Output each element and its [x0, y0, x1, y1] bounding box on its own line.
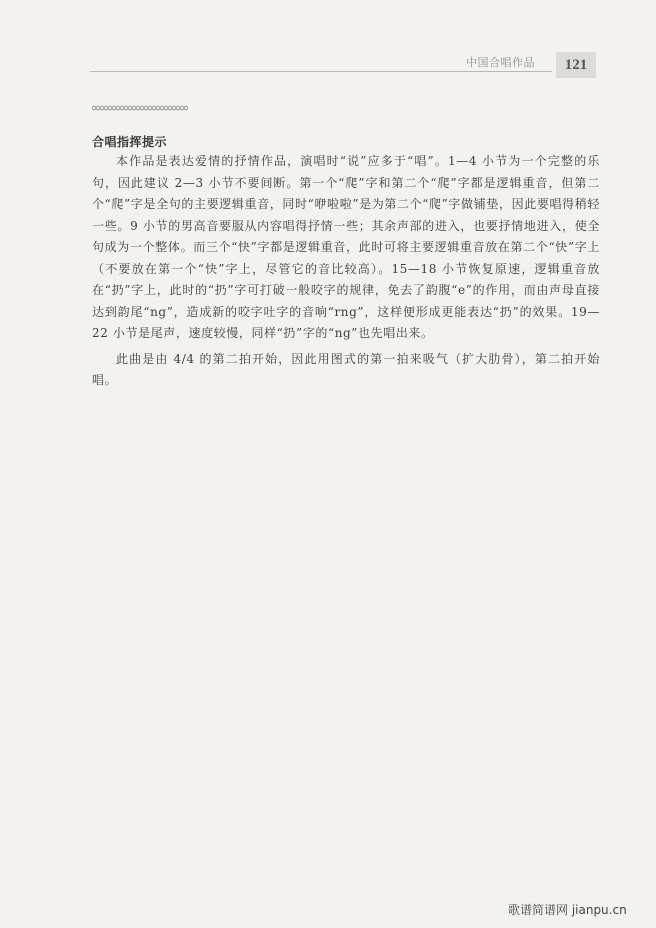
running-header-title: 中国合唱作品 [466, 56, 535, 69]
page-number: 121 [556, 52, 596, 78]
decorative-wave-divider [92, 104, 188, 112]
section-heading: 合唱指挥提示 [92, 135, 168, 149]
site-watermark: 歌谱简谱网 jianpu.cn [508, 903, 627, 917]
paragraph: 本作品是表达爱情的抒情作品，演唱时“说”应多于“唱”。1—4 小节为一个完整的乐句，因此建议 2—3 小节不要间断。第一个“爬”字和第二个“爬”字都是逻辑重音，但第二个“爬”字是全句的主要逻辑重音，同时“咿啦啦”是为第二个“爬”字做铺垫，因此要唱得稍轻一些。9 小节的男高音要服从内容唱得抒情一些；其余声部的进入，也要抒情地进入，使全句成为一个整体。而三个“快”字都是逻辑重音，此时可将主要逻辑重音放在第二个“快”字上（不要放在第一个“快”字上，尽管它的音比较高）。15—18 小节恢复原速，逻辑重音放在“扔”字上，此时的“扔”字可打破一般咬字的规律，免去了韵腹“e”的作用，而由声母直接达到韵尾“ng”，造成新的咬字吐字的音响“rng”，这样便形成更能表达“扔”的效果。19—22 小节是尾声，速度较慢，同样“扔”字的“ng”也先唱出来。 [92, 154, 600, 340]
body-text [92, 151, 600, 396]
paragraph: 此曲是由 4/4 的第二拍开始，因此用图式的第一拍来吸气（扩大肋骨），第二拍开始唱。 [92, 351, 600, 387]
header-rule [90, 71, 552, 72]
